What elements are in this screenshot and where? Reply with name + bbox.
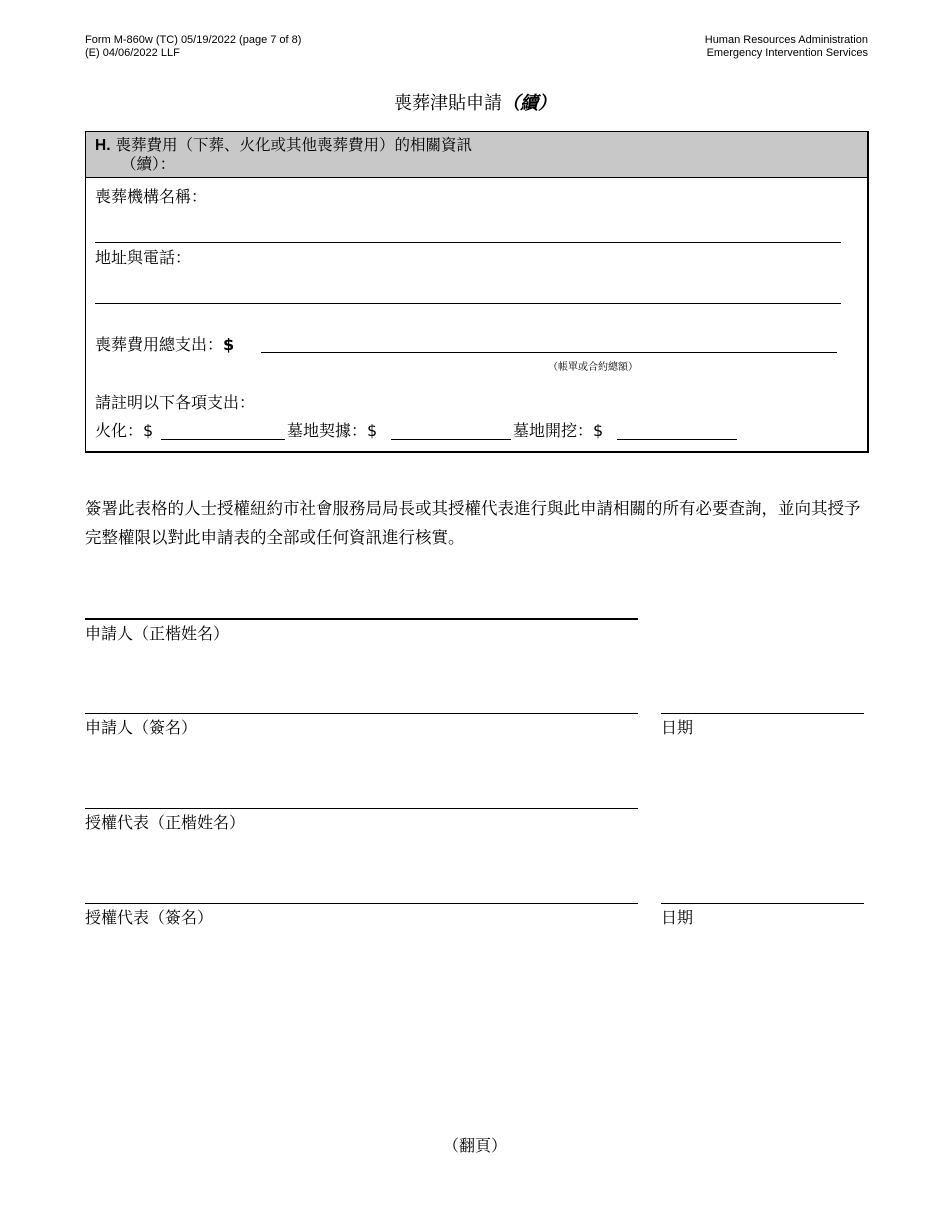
section-heading-line2: （續）：	[121, 155, 176, 173]
page-title-main: 喪葬津貼申請	[394, 93, 502, 114]
date2-label: 日期	[661, 908, 694, 927]
applicant-print-label: 申請人（正楷姓名）	[85, 624, 230, 643]
form-revision: (E) 04/06/2022 LLF	[85, 47, 180, 59]
grave-opening-field[interactable]	[617, 439, 737, 440]
rep-print-line[interactable]	[85, 808, 638, 809]
funeral-home-label: 喪葬機構名稱：	[95, 187, 208, 206]
cemetery-deed-field[interactable]	[391, 439, 511, 440]
rep-sign-line[interactable]	[85, 903, 638, 904]
applicant-print-line[interactable]	[85, 618, 638, 620]
rep-sign-label: 授權代表（簽名）	[85, 908, 214, 927]
agency-division: Emergency Intervention Services	[706, 47, 868, 59]
agency-name: Human Resources Administration	[704, 34, 868, 46]
page-title-continued: （續）	[502, 93, 556, 114]
applicant-sign-label: 申請人（簽名）	[85, 718, 198, 737]
applicant-sign-line[interactable]	[85, 713, 638, 714]
total-expense-dollar: $	[223, 335, 235, 354]
date2-line[interactable]	[661, 903, 864, 904]
address-phone-label: 地址與電話：	[95, 248, 192, 267]
total-expense-field[interactable]	[261, 352, 837, 353]
form-number-block	[85, 34, 301, 60]
itemize-label: 請註明以下各項支出：	[95, 393, 256, 412]
section-heading-line1: 喪葬費用（下葬、火化或其他喪葬費用）的相關資訊	[115, 136, 472, 154]
date1-line[interactable]	[661, 713, 864, 714]
date1-label: 日期	[661, 718, 694, 737]
section-h-heading	[86, 132, 867, 178]
cremation-label: 火化：$	[95, 421, 154, 440]
page-title	[0, 89, 950, 115]
agency-block	[705, 34, 868, 60]
form-number: Form M-860w (TC) 05/19/2022 (page 7 of 8)	[85, 34, 302, 46]
total-expense-text: 喪葬費用總支出：	[95, 335, 224, 354]
rep-print-label: 授權代表（正楷姓名）	[85, 813, 246, 832]
total-expense-note: （帳單或合約總額）	[548, 362, 638, 373]
address-phone-field[interactable]	[95, 303, 841, 304]
cremation-field[interactable]	[161, 439, 285, 440]
authorization-paragraph: 簽署此表格的人士授權紐約市社會服務局局長或其授權代表進行與此申請相關的所有必要查詢，並向其授予完整權限以對此申請表的全部或任何資訊進行核實。	[85, 499, 861, 547]
section-letter: H.	[95, 137, 111, 154]
total-expense-label	[95, 335, 234, 355]
turn-page-note: （翻頁）	[442, 1136, 507, 1155]
grave-opening-label: 墓地開挖：$	[513, 421, 604, 440]
cemetery-deed-label: 墓地契據：$	[287, 421, 378, 440]
funeral-home-field[interactable]	[95, 242, 841, 243]
